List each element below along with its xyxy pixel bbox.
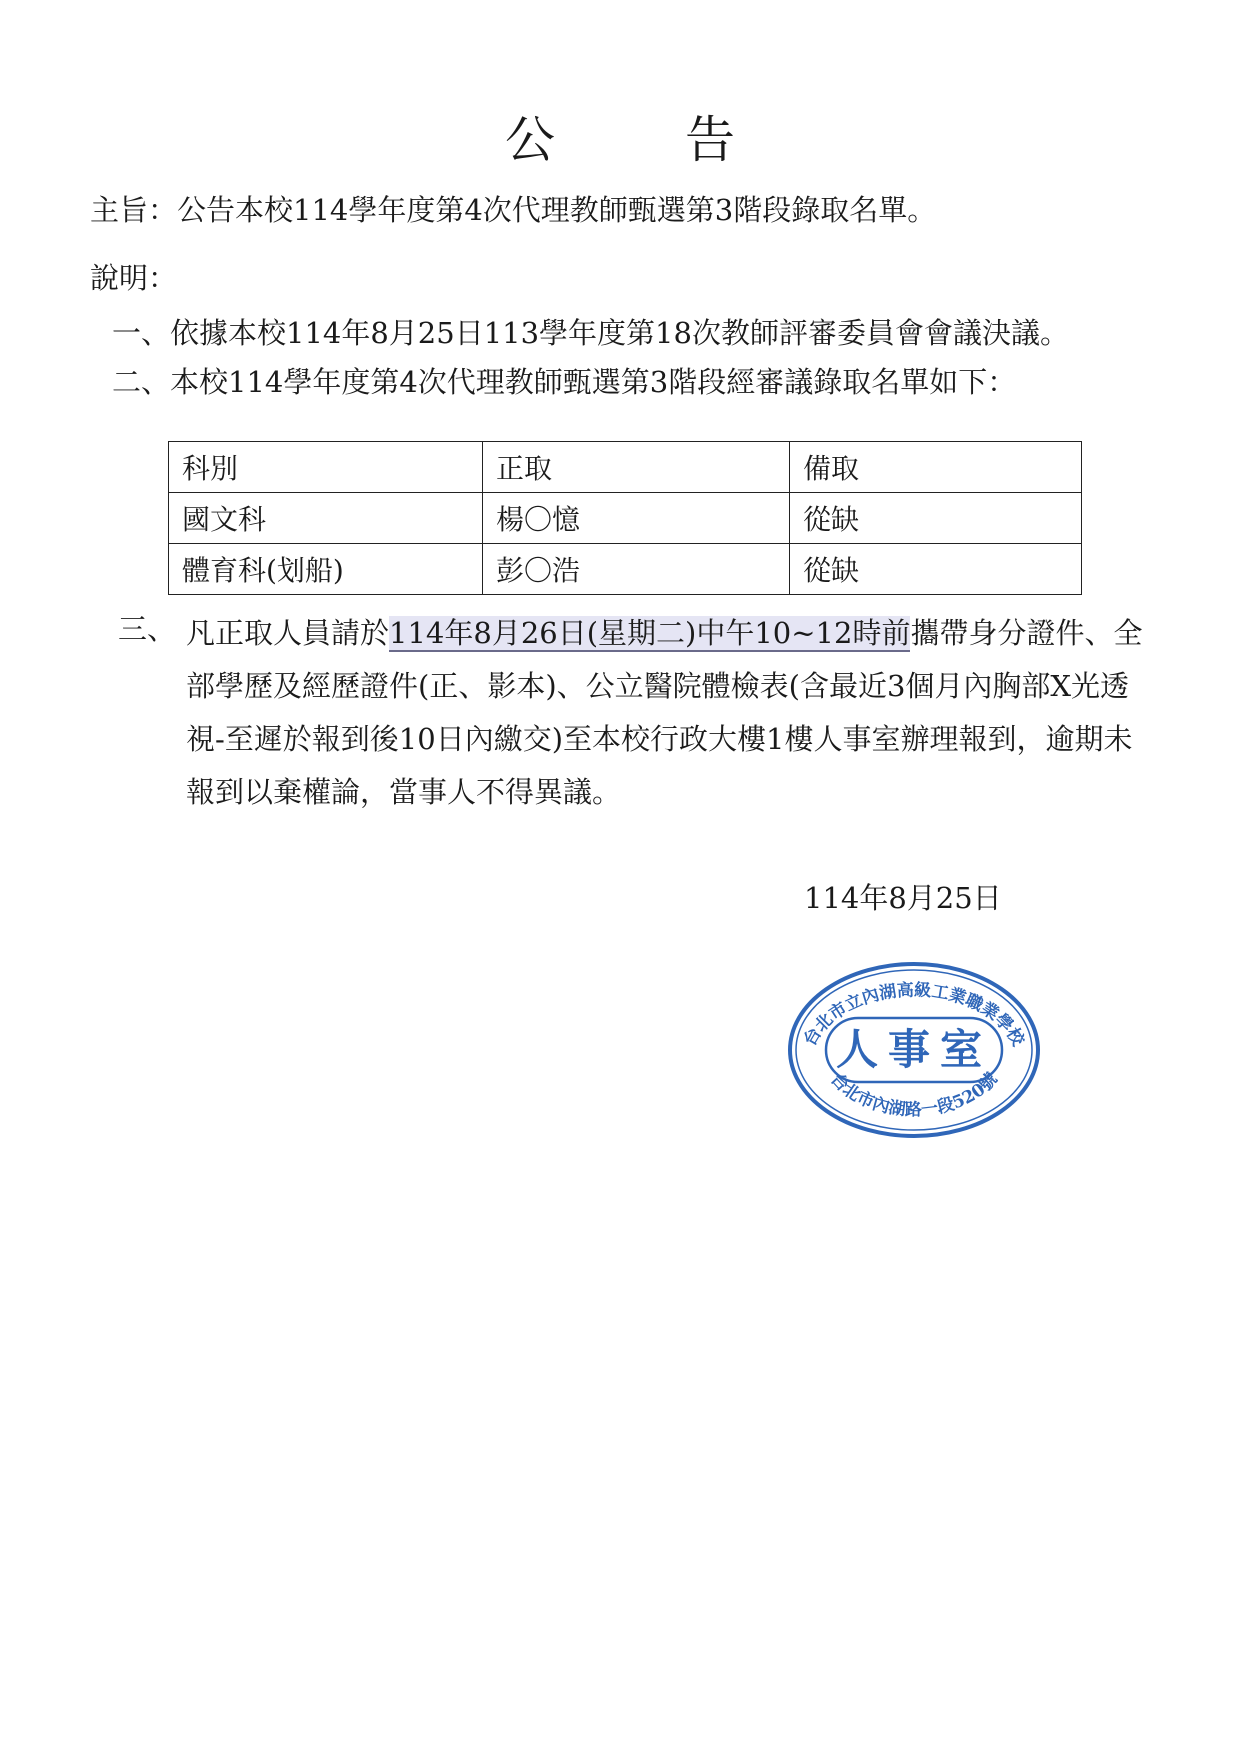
explanation-item-3 <box>186 607 1161 819</box>
table-row <box>169 493 1082 544</box>
item3-deadline-highlight: 114年8月26日(星期二)中午10~12時前 <box>389 616 911 650</box>
table-row <box>169 544 1082 595</box>
cell-waitlist: 從缺 <box>790 544 1082 595</box>
personnel-office-seal <box>784 960 1044 1140</box>
cell-admitted: 彭〇浩 <box>483 544 790 595</box>
header-waitlist: 備取 <box>790 442 1082 493</box>
seal-center-text: 人事室 <box>835 1025 993 1074</box>
cell-waitlist: 從缺 <box>790 493 1082 544</box>
seal-top-text: 台北市立內湖高級工業職業學校 <box>800 980 1028 1050</box>
header-subject: 科別 <box>169 442 483 493</box>
cell-subject: 體育科(划船) <box>169 544 483 595</box>
explanation-item-1: 一、依據本校114年8月25日113學年度第18次教師評審委員會會議決議。 <box>112 316 1069 350</box>
item3-text-pre: 凡正取人員請於 <box>186 616 390 650</box>
header-admitted: 正取 <box>483 442 790 493</box>
table-header-row <box>169 442 1082 493</box>
explanation-item-3-marker: 三、 <box>118 612 177 646</box>
seal-bottom-text: 台北市內湖路一段520號 <box>826 1069 1002 1121</box>
cell-admitted: 楊〇憶 <box>483 493 790 544</box>
cell-subject: 國文科 <box>169 493 483 544</box>
explanation-item-2: 二、本校114學年度第4次代理教師甄選第3階段經審議錄取名單如下： <box>112 365 1017 399</box>
item3-text-post: 攜帶身分證件、全部學歷及經歷證件(正、影本)、公立醫院體檢表(含最近3個月內胸部X光透視-至遲於報到後10日內繳交)至本校行政大樓1樓人事室辦理報到，逾期未報到以棄權論，當事人不得異議。 <box>186 616 1143 809</box>
page-title: 公告 <box>505 111 865 169</box>
subject-line: 主旨：公告本校114學年度第4次代理教師甄選第3階段錄取名單。 <box>90 193 937 227</box>
issue-date: 114年8月25日 <box>804 881 1002 915</box>
admission-table <box>168 441 1082 595</box>
explanation-label: 說明： <box>90 261 178 295</box>
